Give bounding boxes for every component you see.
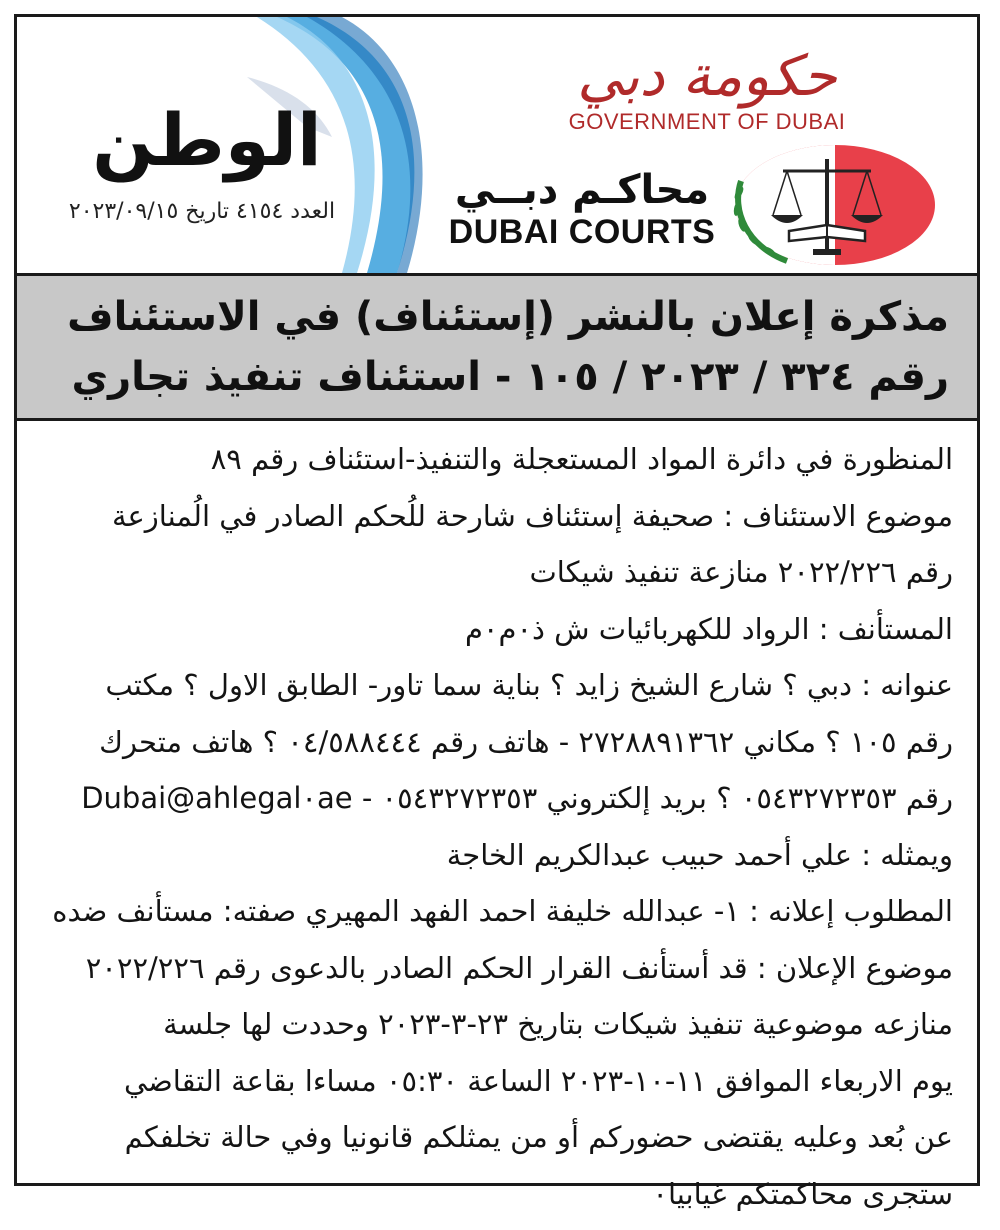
dubai-courts-emblem: [717, 141, 937, 269]
body-line-attendance: عن بُعد وعليه يقتضى حضوركم أو من يمثلكم قانونيا وفي حالة تخلفكم: [124, 1120, 953, 1154]
body-line-hearing-date: يوم الاربعاء الموافق ١١-١٠-٢٠٢٣ الساعة ٠٥:٣٠ مساءا بقاعة التقاضي: [123, 1063, 953, 1098]
body-line-respondent: المطلوب إعلانه : ١- عبدالله خليفة احمد الفهد المهيري صفته: مستأنف ضده: [52, 894, 953, 928]
notice-frame: [14, 14, 980, 1211]
gov-arabic-text: حكومة دبي: [577, 44, 837, 109]
gov-arabic-logo: [557, 35, 857, 115]
body-line-representative: ويمثله : علي أحمد حبيب عبدالكريم الخاجة: [446, 837, 953, 872]
body-line-dispute-number: رقم ٢٠٢٢/٢٢٦ منازعة تنفيذ شيكات: [529, 555, 953, 589]
courts-arabic-text: محاكـم دبــي: [454, 167, 710, 213]
newspaper-name: الوطن: [92, 98, 322, 182]
alwatan-logo: [87, 87, 327, 187]
gov-english-text: GOVERNMENT OF DUBAI: [568, 109, 846, 134]
title-band: [17, 273, 977, 421]
body-line-appellant: المستأنف : الرواد للكهربائيات ش ذ٠م٠م: [464, 611, 953, 646]
body-line-notice-subject: موضوع الإعلان : قد أستأنف القرار الحكم الصادر بالدعوى رقم ٢٠٢٢/٢٢٦: [85, 950, 953, 985]
notice-body: [33, 431, 953, 1222]
body-line-circuit: المنظورة في دائرة المواد المستعجلة والتنفيذ-استئناف رقم ٨٩: [210, 442, 953, 476]
case-number-title: رقم ٣٢٤ / ٢٠٢٣ / ١٠٥ - استئناف تنفيذ تجاري: [71, 354, 949, 400]
notice-title: مذكرة إعلان بالنشر (إستئناف) في الاستئناف: [67, 294, 949, 340]
body-line-appeal-subject: موضوع الاستئناف : صحيفة إستئناف شارحة للُحكم الصادر في الُمنازعة: [111, 498, 953, 533]
issue-line: العدد ٤١٥٤ تاريخ ٢٠٢٣/٠٩/١٥: [68, 199, 336, 224]
body-line-address: عنوانه : دبي ؟ شارع الشيخ زايد ؟ بناية سما تاور- الطابق الاول ؟ مكتب: [105, 668, 953, 702]
body-line-absentia: ستجرى محاكمتكم غيابيا٠: [652, 1176, 953, 1211]
courts-english-text: DUBAI COURTS: [448, 213, 716, 251]
body-line-dispute-date: منازعه موضوعية تنفيذ شيكات بتاريخ ٢٣-٣-٢٠٢٣ وحددت لها جلسة: [163, 1007, 953, 1041]
body-line-office-phone: رقم ١٠٥ ؟ مكاني ٢٧٢٨٨٩١٣٦٢ - هاتف رقم ٠٤/٥٨٨٤٤٤ ؟ هاتف متحرك: [99, 724, 953, 759]
body-line-email: رقم ٠٥٤٣٢٧٢٣٥٣ ؟ بريد إلكتروني ٠٥٤٣٢٧٢٣٥٣ - Dubai@ahlegal٠ae: [81, 781, 953, 815]
notice-header: [17, 17, 977, 273]
